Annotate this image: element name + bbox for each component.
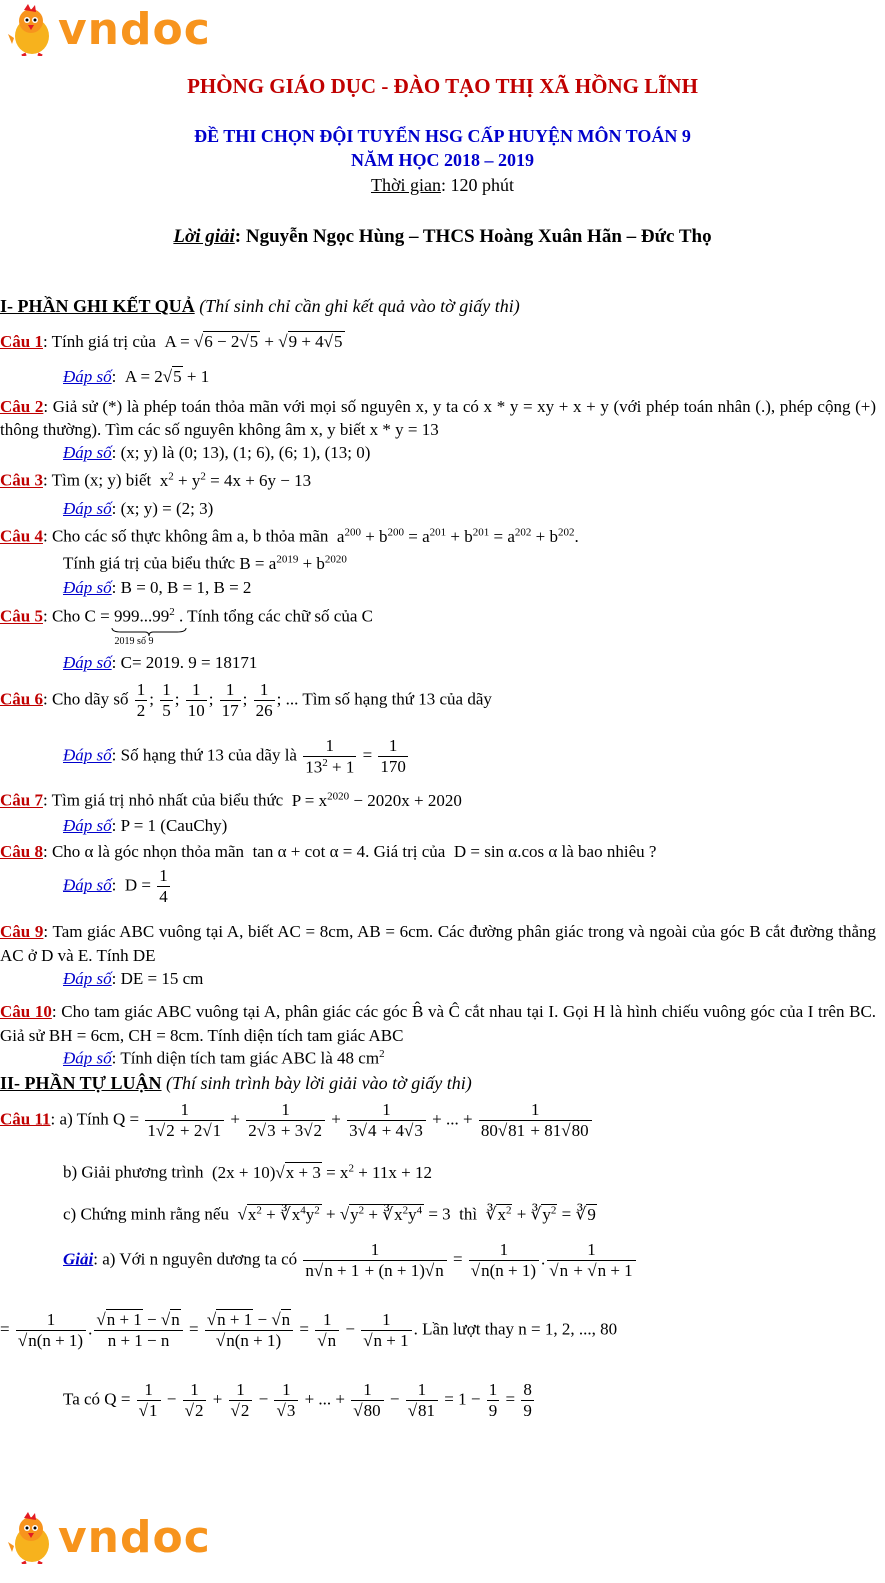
answer-2: Đáp số: (x; y) là (0; 13), (1; 6), (6; 1), (13; 0): [63, 443, 371, 462]
brand-logo-text: vndoc: [58, 1512, 211, 1563]
brand-logo-text: vndoc: [58, 4, 211, 55]
solution-author: Lời giải: Nguyễn Ngọc Hùng – THCS Hoàng Xuân Hãn – Đức Thọ: [173, 226, 712, 247]
q1-formula: A = √6 − 2√5 + √9 + 4√5: [160, 332, 343, 351]
answer-5: Đáp số: C= 2019. 9 = 18171: [63, 653, 258, 672]
school-year: NĂM HỌC 2018 – 2019: [351, 150, 534, 170]
solution-line-2: = $\frac{1}{√n(n + 1)}$ . $\frac{√n + 1 - √n}{n + 1 - n}$ = $\frac{√n + 1 - √n}{√n(n + 1)}$ = $\frac{1}{√n}$ − $\frac{1}{√n + 1}$ . Lần lượt thay n = 1, 2, ..., 80: [0, 1310, 618, 1350]
question-10: Câu 10: Cho tam giác ABC vuông tại A, phân giác các góc B̂ và Ĉ cắt nhau tại I. Gọi H là hình chiếu vuông góc của I trên BC. Giả sử BH = 6cm, CH = 8cm. Tính diện tích tam giác ABC: [0, 1002, 877, 1045]
question-2: Câu 2: Giả sử (*) là phép toán thỏa mãn với mọi số nguyên x, y ta có x * y = xy + x + y (với phép toán nhân (.), phép cộng (+) thông thường). Tìm các số nguyên không âm x, y biết x * y = 13: [0, 397, 877, 439]
answer-7: Đáp số: P = 1 (CauChy): [63, 816, 228, 835]
question-5: Câu 5: Cho $C = 999...99^2$ 2019 số 9 . Tính tổng các chữ số của C: [0, 606, 373, 647]
question-3: Câu 3: Tìm (x; y) biết $x^2 + y^2 = 4x + 6y - 13$: [0, 470, 312, 490]
vndoc-logo-bottom[interactable]: [6, 1512, 211, 1564]
chick-mascot-icon: [6, 4, 56, 56]
exam-time: Thời gian: 120 phút: [370, 175, 515, 195]
solution-line-3: Ta có Q = $\frac{1}{√1}$ − $\frac{1}{√2}$ + $\frac{1}{√2}$ − $\frac{1}{√3}$ + ... + $\frac{1}{√80}$ − $\frac{1}{√81}$ = 1 − $\frac{1}{9}$ = $\frac{8}{9}$: [63, 1380, 532, 1420]
answer-1: Đáp số: A = 2√5 + 1: [63, 367, 210, 386]
question-1: Câu 1: Tính giá trị của A = √6 − 2√5 + √9 + 4√5: [0, 332, 343, 351]
exam-title: ĐỀ THI CHỌN ĐỘI TUYỂN HSG CẤP HUYỆN MÔN TOÁN 9: [194, 126, 691, 146]
question-9: Câu 9: Tam giác ABC vuông tại A, biết AC = 8cm, AB = 6cm. Các đường phân giác trong và ngoài của góc B cắt đường thẳng AC ở D và E. Tính DE: [0, 922, 876, 965]
chick-mascot-icon: [6, 1512, 56, 1564]
answer-10: Đáp số: Tính diện tích tam giác ABC là 48 $cm^2$: [63, 1048, 385, 1068]
section-1-heading: I- PHẦN GHI KẾT QUẢ (Thí sinh chỉ cần ghi kết quả vào tờ giấy thi): [0, 296, 520, 316]
solution-line-1: Giải: a) Với n nguyên dương ta có $\frac{1}{n√n + 1 + (n + 1)√n}$ = $\frac{1}{√n(n + 1)}$ . $\frac{1}{√n + √n + 1}$: [63, 1240, 638, 1281]
question-11-a: Câu 11: a) Tính Q = $\frac{1}{1√2 + 2√1}$ + $\frac{1}{2√3 + 3√2}$ + $\frac{1}{3√4 + 4√3}$ + ... + $\frac{1}{80√81 + 81√80}$: [0, 1100, 594, 1141]
answer-4: Đáp số: B = 0, B = 1, B = 2: [63, 578, 252, 597]
question-4-part-2: Tính giá trị của biểu thức $B = a^{2019} + b^{2020}$: [63, 553, 347, 573]
section-2-heading: II- PHẦN TỰ LUẬN (Thí sinh trình bày lời giải vào tờ giấy thi): [0, 1073, 472, 1093]
answer-9: Đáp số: DE = 15 cm: [63, 969, 204, 988]
office-title: PHÒNG GIÁO DỤC - ĐÀO TẠO THỊ XÃ HỒNG LĨNH: [187, 74, 698, 98]
question-4: Câu 4: Cho các số thực không âm a, b thỏa mãn $a^{200} + b^{200} = a^{201} + b^{201} = a^{202} + b^{202}$.: [0, 526, 579, 546]
answer-6: Đáp số: Số hạng thứ 13 của dãy là $\frac{1}{13^2 + 1}$ = $\frac{1}{170}$: [63, 736, 406, 777]
question-11-b: b) Giải phương trình $(2x + 10)√x + 3 = x^2 + 11x + 12$: [63, 1162, 432, 1182]
answer-3: Đáp số: (x; y) = (2; 3): [63, 499, 214, 518]
brace-note: 2019 số 9: [114, 636, 154, 647]
question-11-c: c) Chứng minh rằng nếu $√x^2$ + $∛x^4y^2 + √y^2$ + $∛x^2y^4 = 3$ thì $∛x^2$ + $∛y^2$ = ∛9: [63, 1204, 596, 1224]
question-6: Câu 6: Cho dãy số $\frac{1}{2}$ ; $\frac{1}{5}$ ; $\frac{1}{10}$ ; $\frac{1}{17}$ ; $\frac{1}{26}$ ; ... Tìm số hạng thứ 13 của dãy: [0, 680, 492, 720]
answer-8: Đáp số: D = $\frac{1}{4}$: [63, 866, 168, 906]
question-8: Câu 8: Cho α là góc nhọn thỏa mãn tan α + cot α = 4. Giá trị của D = sin α.cos α là bao nhiêu ?: [0, 842, 657, 861]
vndoc-logo-top[interactable]: [6, 4, 211, 56]
question-7: Câu 7: Tìm giá trị nhỏ nhất của biểu thức $P = x^{2020} - 2020x + 2020$: [0, 790, 462, 810]
